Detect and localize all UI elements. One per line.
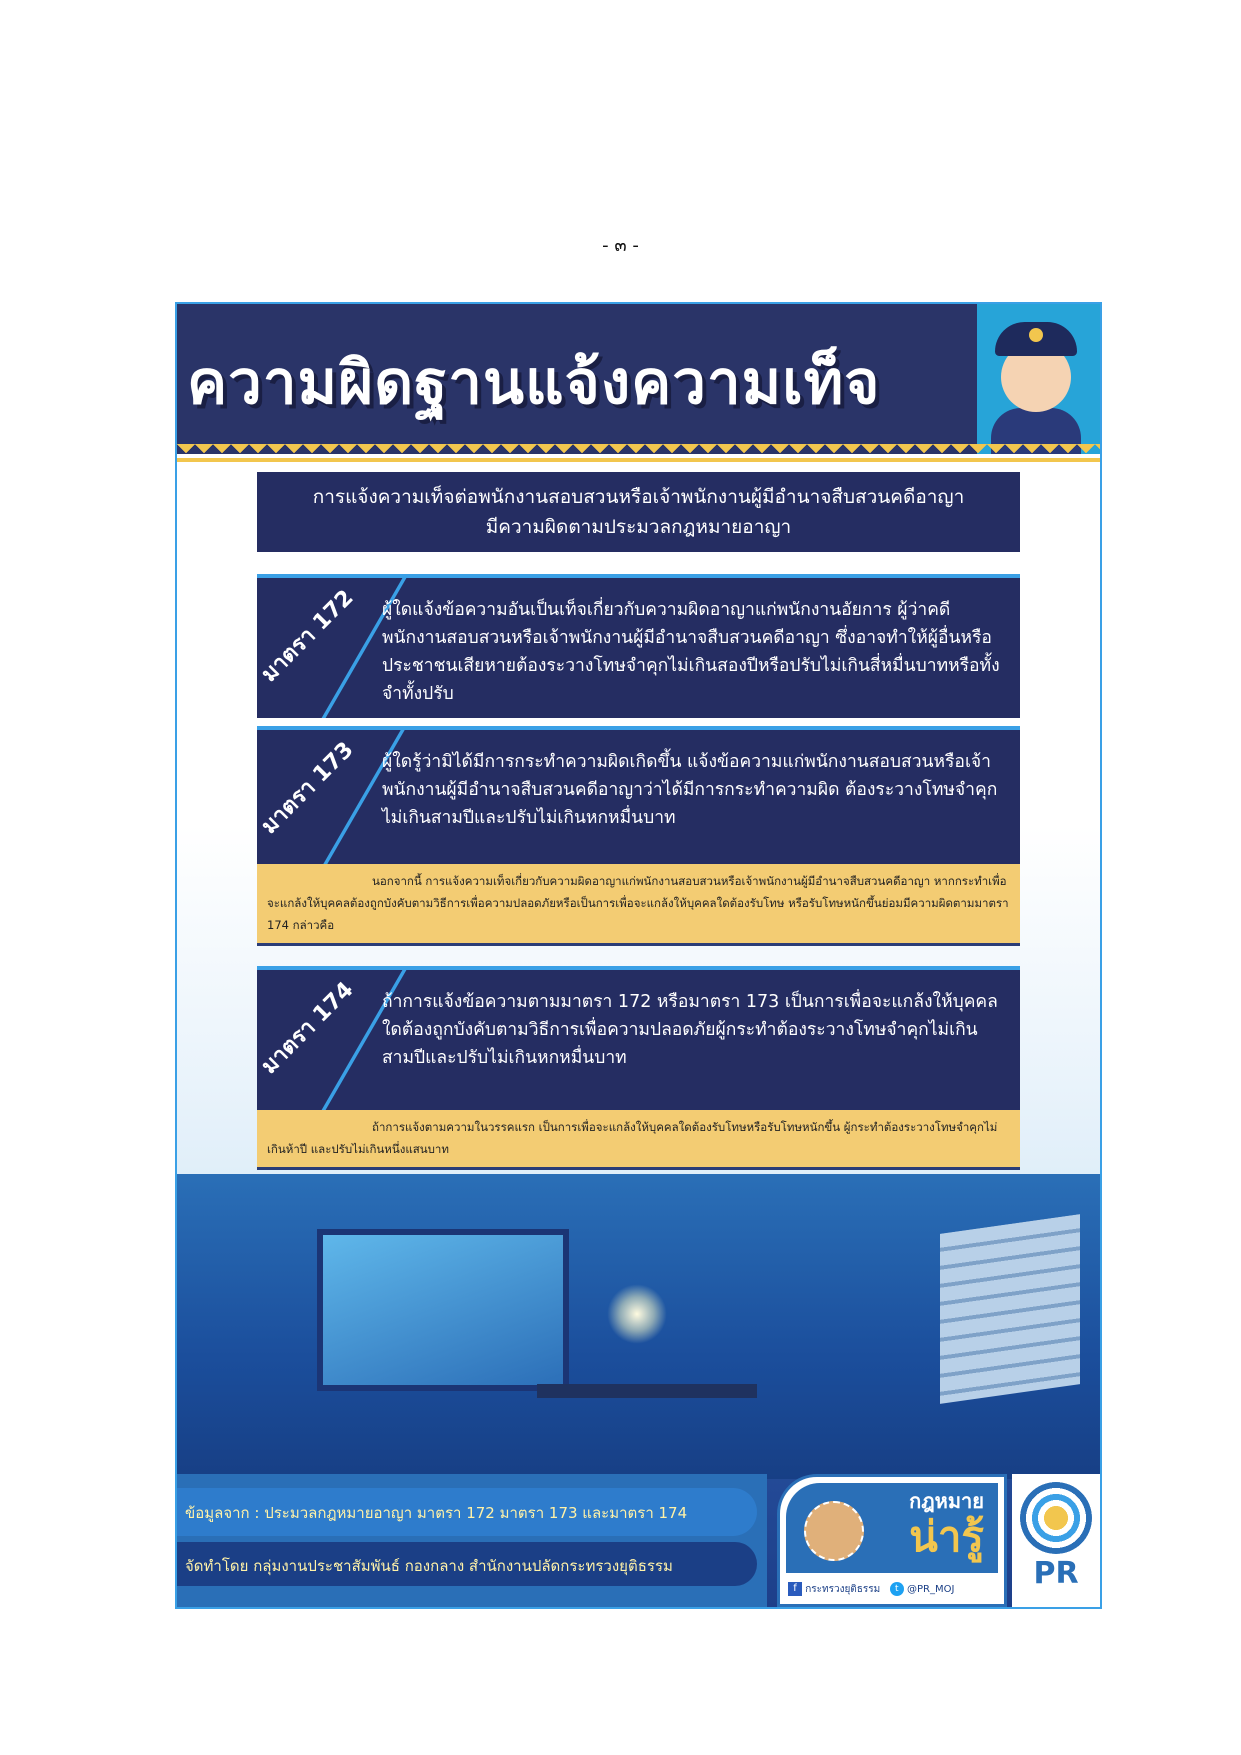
section-stripe [257,574,1020,578]
subtitle-line-2: มีความผิดตามประมวลกฎหมายอาญา [485,516,792,538]
footer-credits [177,1474,767,1607]
producer-text: จัดทำโดย กลุ่มงานประชาสัมพันธ์ กองกลาง สำนักงานปลัดกระทรวงยุติธรรม [185,1557,673,1575]
section-stripe [257,966,1020,970]
brand-panel-inner [786,1483,998,1573]
section-172 [257,578,1020,718]
interrogation-room-illustration [177,1174,1100,1479]
section-text: ผู้ใดแจ้งข้อความอันเป็นเท็จเกี่ยวกับความผิดอาญาแก่พนักงานอัยการ ผู้ว่าคดี พนักงานสอบสวนหรือเจ้าพนักงานผู้มีอำนาจสืบสวนคดีอาญา ซึ่งอาจทำให้ผู้อื่นหรือประชาชนเสียหายต้องระวางโทษจำคุกไม่เกินสองปีหรือปรับไม่เกินสี่หมื่นบาทหรือทั้งจำทั้งปรับ [382,600,1000,704]
facebook-label: กระทรวงยุติธรรม [805,1584,881,1595]
source-text: ข้อมูลจาก : ประมวลกฎหมายอาญา มาตรา 172 มาตรา 173 และมาตรา 174 [185,1504,688,1522]
pr-logo-icon [1020,1482,1092,1554]
brand-small-text: กฎหมาย [909,1489,984,1513]
lamp-light-illustration [607,1284,667,1344]
section-173 [257,730,1020,864]
note-text-1: นอกจากนี้ การแจ้งความเท็จเกี่ยวกับความผิดอาญาแก่พนักงานสอบสวนหรือเจ้าพนักงานผู้มีอำนาจสืบสวนคดีอาญา หากกระทำเพื่อจะแกล้งให้บุคคลต้องถูกบังคับตามวิธีการเพื่อความปลอดภัยหรือเป็นการเพื่อจะแกล้งให้บุคคลใดต้องรับโทษ หรือรับโทษหนักขึ้นย่อมมีความผิดตามมาตรา 174 กล่าวคือ [267,874,1009,932]
subtitle-line-1: การแจ้งความเท็จต่อพนักงานสอบสวนหรือเจ้าพนักงานผู้มีอำนาจสืบสวนคดีอาญา [312,486,965,508]
brand-panel [777,1474,1007,1607]
poster-title: ความผิดฐานแจ้งความเท็จ [187,348,881,418]
pr-logo [1012,1474,1100,1607]
mascot-icon [804,1501,864,1561]
subtitle-box [257,472,1020,552]
section-label: มาตรา 173 [256,737,359,840]
section-text: ผู้ใดรู้ว่ามิได้มีการกระทำความผิดเกิดขึ้น แจ้งข้อความแก่พนักงานสอบสวนหรือเจ้าพนักงานผู้มีอำนาจสืบสวนคดีอาญาว่าได้มีการกระทำความผิด ต้องระวางโทษจำคุกไม่เกินสามปีและปรับไม่เกินหกหมื่นบาท [382,752,998,828]
section-stripe [257,726,1020,730]
divider-line [177,458,1100,462]
facebook-icon: f [788,1582,802,1596]
table-illustration [537,1384,757,1398]
police-avatar [977,304,1100,454]
twitter-icon: t [890,1582,904,1596]
twitter-handle: @PR_MOJ [906,1584,955,1595]
section-label: มาตรา 174 [256,977,359,1080]
note-text-2: ถ้าการแจ้งตามความในวรรคแรก เป็นการเพื่อจะแกล้งให้บุคคลใดต้องรับโทษหรือรับโทษหนักขึ้น ผู้กระทำต้องระวางโทษจำคุกไม่เกินห้าปี และปรับไม่เกินหนึ่งแสนบาท [267,1120,998,1156]
infographic-poster [175,302,1102,1609]
note-box-2 [257,1110,1020,1170]
section-label: มาตรา 172 [256,585,359,688]
poster-header [177,304,1100,454]
pr-logo-text: PR [1033,1556,1079,1591]
brand-big-text: น่ารู้ [909,1512,984,1561]
window-illustration [317,1229,569,1391]
social-links [788,1579,998,1601]
section-174 [257,970,1020,1110]
section-text: ถ้าการแจ้งข้อความตามมาตรา 172 หรือมาตรา 173 เป็นการเพื่อจะแกล้งให้บุคคลใดต้องถูกบังคับตามวิธีการเพื่อความปลอดภัยผู้กระทำต้องระวางโทษจำคุกไม่เกินสามปีและปรับไม่เกินหกหมื่นบาท [382,992,998,1068]
badge-icon [1029,328,1043,342]
note-box-1 [257,864,1020,946]
lockers-illustration [940,1214,1080,1404]
page-number: - ๓ - [602,235,639,256]
